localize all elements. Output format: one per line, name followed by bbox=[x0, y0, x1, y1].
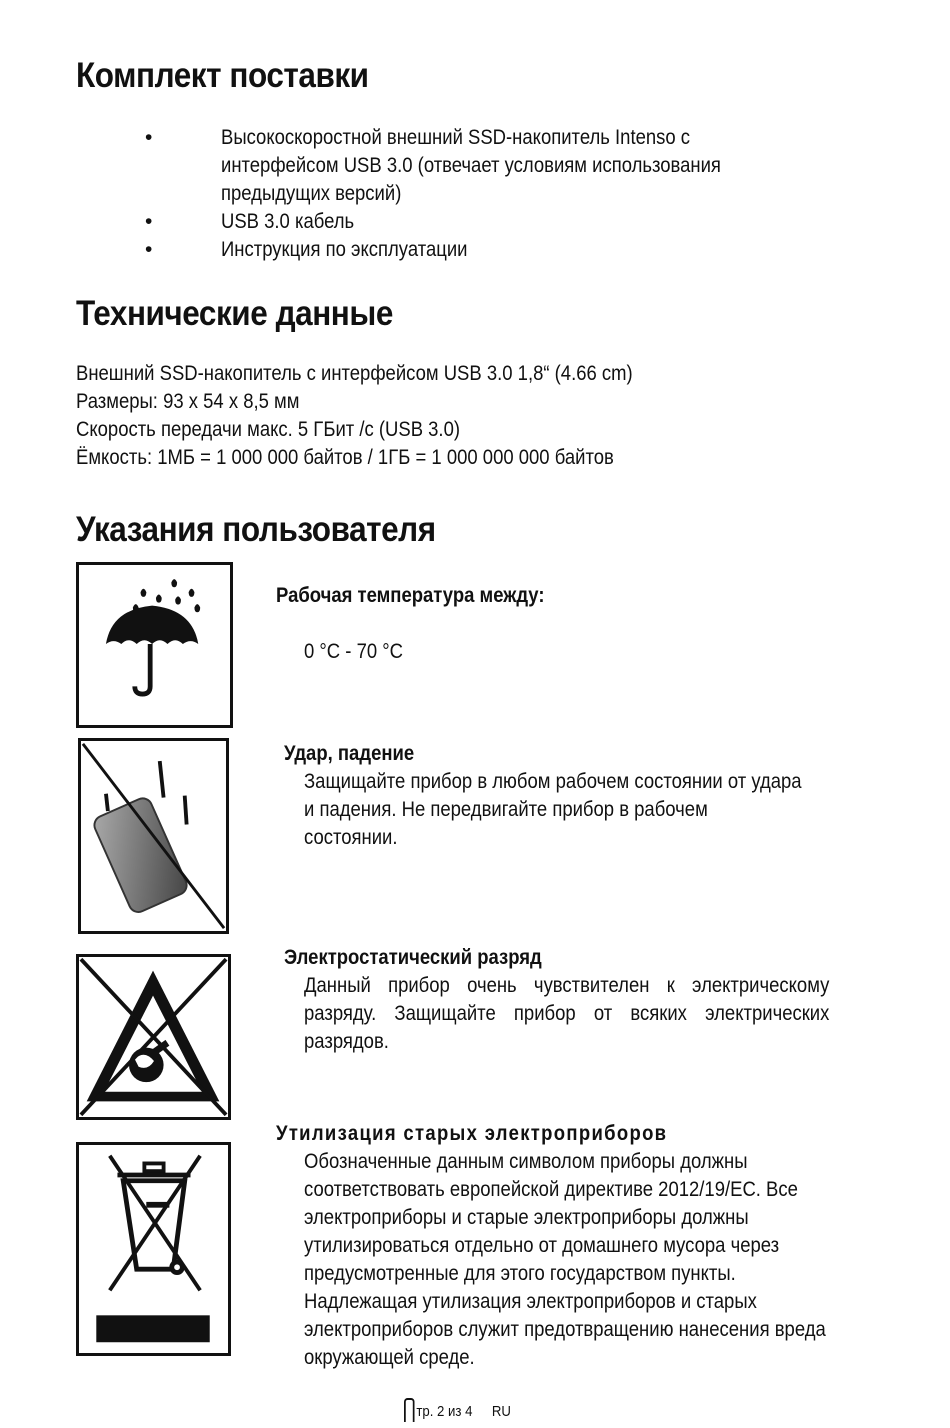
page-number: тр. 2 из 4 bbox=[416, 1403, 473, 1420]
contents-list bbox=[145, 124, 845, 264]
warning-title: Рабочая температура между: bbox=[276, 584, 545, 607]
tech-heading: Технические данные bbox=[76, 294, 393, 333]
warning-title: Утилизация старых электроприборов bbox=[276, 1122, 668, 1145]
bullet-icon: • bbox=[145, 238, 153, 261]
warning-text: Данный прибор очень чувствителен к электрическому разряду. Защищайте прибор от всяких электрических разрядов. bbox=[304, 974, 830, 1053]
spec-line: Размеры: 93 x 54 x 8,5 мм bbox=[76, 390, 300, 413]
list-item-text: Инструкция по эксплуатации bbox=[221, 238, 468, 261]
crossed-bin-icon bbox=[76, 1142, 231, 1356]
spec-line: Скорость передачи макс. 5 ГБит /c (USB 3.0) bbox=[76, 418, 461, 441]
language-code: RU bbox=[491, 1403, 511, 1420]
esd-warning-icon bbox=[76, 954, 231, 1120]
list-item-text: USB 3.0 кабель bbox=[221, 210, 355, 233]
warning-title: Электростатический разряд bbox=[284, 946, 542, 969]
bullet-icon: • bbox=[145, 126, 153, 149]
warning-title: Удар, падение bbox=[284, 742, 415, 765]
list-item bbox=[145, 208, 845, 236]
no-drop-device-icon bbox=[78, 738, 229, 934]
tech-specs bbox=[76, 360, 833, 472]
spec-line: Внешний SSD-накопитель с интерфейсом USB 3.0 1,8“ (4.66 cm) bbox=[76, 362, 633, 385]
page-marker-icon bbox=[404, 1398, 415, 1422]
list-item bbox=[145, 236, 845, 264]
warning-text: Обозначенные данным символом приборы должны соответствовать европейской директиве 2012/19/EC. Все электроприборы и старые электроприборы должны утилизироваться отдельно от домашнего мусора через предусмотренные для этого государством пункты. Надлежащая утилизация электроприборов и старых электроприборов служит предотвращению нанесения вреда окружающей среде. bbox=[304, 1150, 826, 1369]
list-item bbox=[145, 124, 845, 208]
bullet-icon: • bbox=[145, 210, 153, 233]
spec-line: Ёмкость: 1МБ = 1 000 000 байтов / 1ГБ = 1 000 000 000 байтов bbox=[76, 446, 614, 469]
umbrella-rain-icon bbox=[76, 562, 233, 728]
contents-heading: Комплект поставки bbox=[76, 56, 369, 95]
warning-text: 0 °C - 70 °C bbox=[304, 640, 403, 663]
user-heading: Указания пользователя bbox=[76, 510, 436, 549]
warning-text: Защищайте прибор в любом рабочем состоянии от удара и падения. Не передвигайте прибор в рабочем состоянии. bbox=[304, 770, 802, 849]
list-item-text: Высокоскоростной внешний SSD-накопитель Intenso с интерфейсом USB 3.0 (отвечает условиям использования предыдущих версий) bbox=[221, 126, 721, 205]
page-footer bbox=[404, 1398, 511, 1422]
